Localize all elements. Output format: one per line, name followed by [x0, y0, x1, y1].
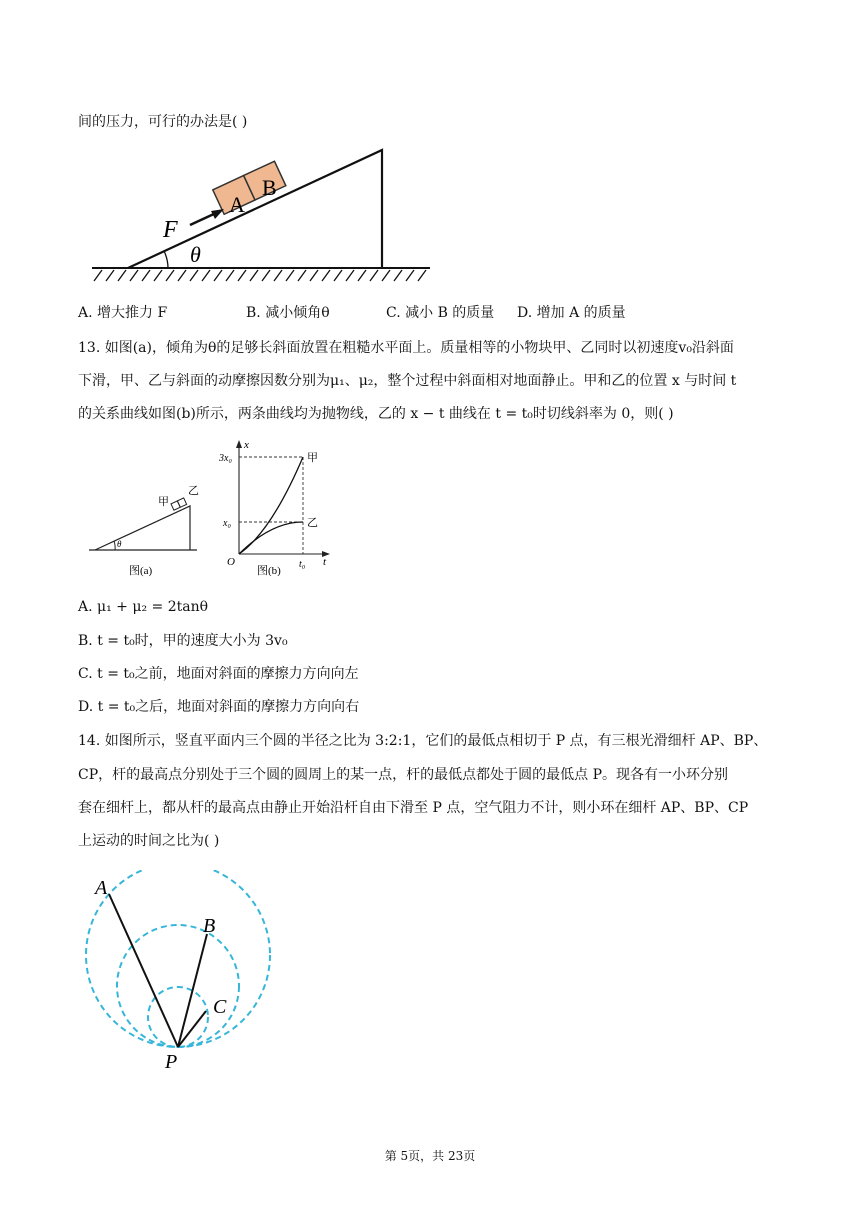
label-b: B	[262, 175, 277, 200]
label-a: A	[95, 877, 108, 899]
q13-figure-a	[85, 480, 205, 580]
q13-stem-line-3: 的关系曲线如图(b)所示，两条曲线均为抛物线，乙的 x − t 曲线在 t = t₀时切线斜率为 0，则( )	[78, 406, 674, 422]
curve-jia-label: 甲	[307, 452, 318, 464]
q14-circles-figure	[75, 870, 285, 1075]
q14-stem-line-3: 套在细杆上，都从杆的最高点由静止开始沿杆自由下滑至 P 点，空气阻力不计，则小环在细杆 AP、BP、CP	[78, 800, 749, 816]
q12-option-c: C. 减小 B 的质量	[386, 305, 495, 321]
q13-option-c: C. t = t₀之前，地面对斜面的摩擦力方向向左	[78, 666, 359, 682]
y-axis-label: x	[244, 439, 249, 451]
q13-stem-line-1: 13. 如图(a)，倾角为θ的足够长斜面放置在粗糙水平面上。质量相等的小物块甲、乙同时以初速度v₀沿斜面	[78, 340, 734, 356]
q13-option-a: A. μ₁ + μ₂ = 2tanθ	[78, 599, 209, 615]
tick-t0: t₀	[299, 559, 306, 570]
incline	[128, 150, 382, 268]
q13-stem-line-2: 下滑，甲、乙与斜面的动摩擦因数分别为μ₁、μ₂，整个过程中斜面相对地面静止。甲和乙的位置 x 与时间 t	[78, 373, 737, 389]
rod-bp	[178, 934, 207, 1047]
q12-incline-figure	[90, 140, 435, 285]
label-c: C	[213, 996, 227, 1018]
q13-option-d: D. t = t₀之后，地面对斜面的摩擦力方向向右	[78, 699, 360, 715]
tick-3x0: 3x₀	[219, 453, 232, 464]
angle-label: θ	[190, 242, 201, 267]
q12-option-a: A. 增大推力 F	[78, 305, 168, 321]
label-a: A	[229, 192, 245, 217]
rod-ap	[109, 894, 178, 1047]
label-p: P	[165, 1051, 178, 1073]
q14-stem-line-4: 上运动的时间之比为( )	[78, 833, 220, 849]
x-axis-label: t	[323, 556, 327, 568]
q14-stem-line-1: 14. 如图所示，竖直平面内三个圆的半径之比为 3:2:1，它们的最低点相切于 P 点，有三根光滑细杆 AP、BP、	[78, 733, 768, 749]
q14-stem-line-2: CP，杆的最高点分别处于三个圆的圆周上的某一点，杆的最低点都处于圆的最低点 P。现各有一小环分别	[78, 767, 728, 783]
figure-b-caption: 图(b)	[257, 565, 281, 576]
tick-x0: x₀	[223, 518, 231, 529]
q12-option-b: B. 减小倾角θ	[246, 305, 330, 321]
page-footer: 第 5页，共 23页	[384, 1149, 476, 1163]
ground-hatch	[94, 270, 426, 281]
small-circle	[148, 987, 208, 1047]
curve-yi	[239, 522, 303, 554]
yi-label: 乙	[188, 485, 199, 497]
curve-jia	[239, 457, 303, 554]
label-b: B	[203, 915, 216, 937]
large-circle	[86, 870, 270, 1047]
force-label: F	[163, 217, 178, 243]
figure-a-caption: 图(a)	[129, 565, 153, 577]
jia-label: 甲	[158, 496, 169, 508]
q12-stem-tail: 间的压力，可行的办法是( )	[78, 114, 248, 130]
angle-label: θ	[117, 539, 122, 549]
q13-figure-b	[215, 436, 345, 576]
q12-option-d: D. 增加 A 的质量	[517, 305, 626, 321]
q13-option-b: B. t = t₀时，甲的速度大小为 3v₀	[78, 633, 288, 649]
origin-label: O	[227, 556, 235, 568]
force-arrow	[190, 213, 216, 225]
curve-yi-label: 乙	[307, 517, 318, 529]
